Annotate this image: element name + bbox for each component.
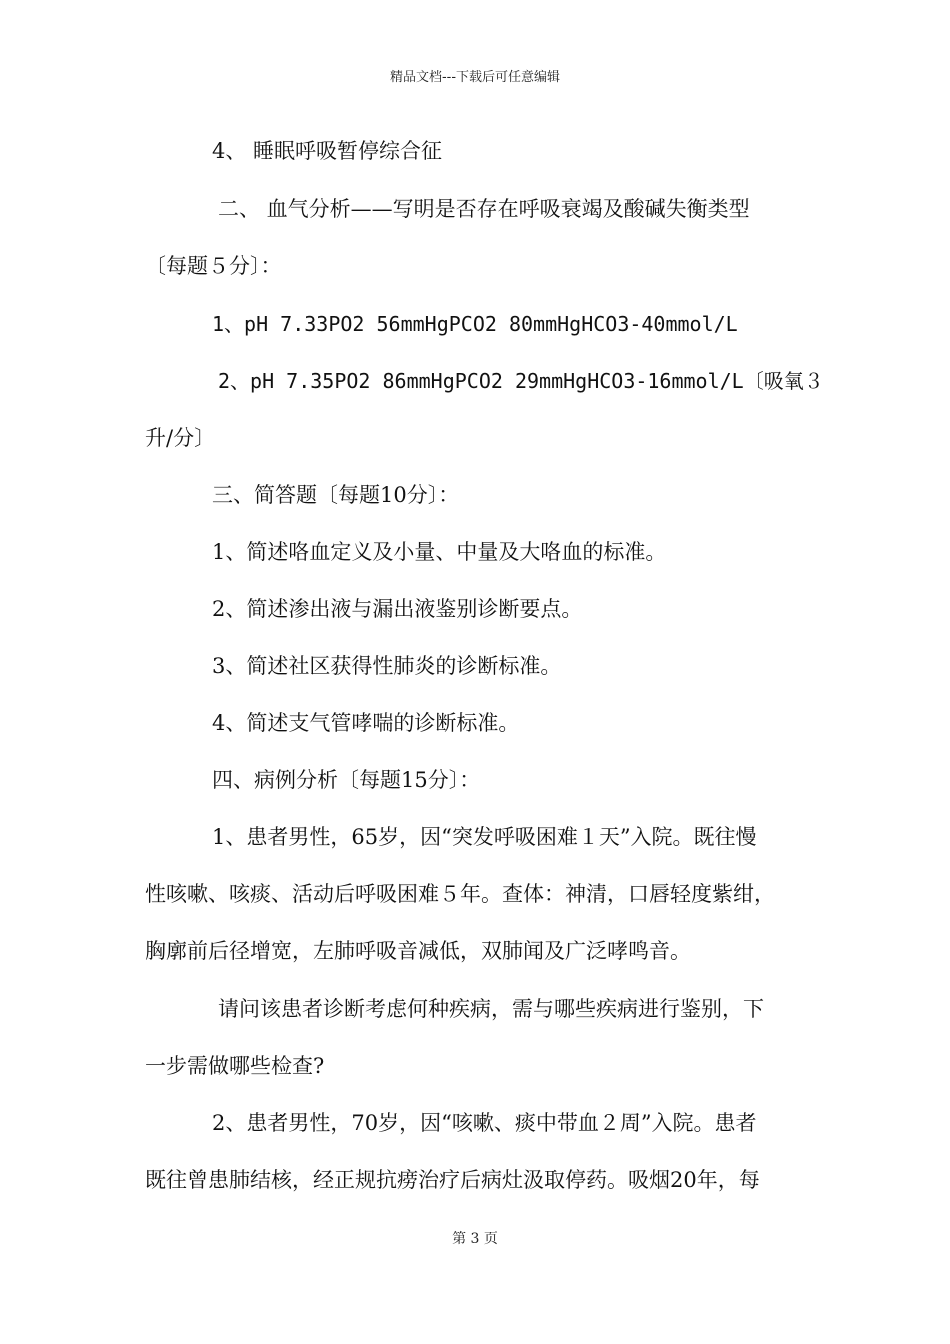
section-heading-case-analysis: 四、病例分析〔每题15分〕： <box>212 768 481 792</box>
short-answer-item-2: 2、简述渗出液与漏出液鉴别诊断要点。 <box>212 597 583 621</box>
blood-gas-item-1: 1、pH 7.33PO2 56mmHgPCO2 80mmHgHCO3-40mmol/L <box>212 312 738 336</box>
case-1-line-3: 胸廓前后径增宽，左肺呼吸音减低，双肺闻及广泛哮鸣音。 <box>145 939 691 963</box>
case-1-line-2: 性咳嗽、咳痰、活动后呼吸困难５年。查体：神清，口唇轻度紫绀， <box>145 882 775 906</box>
case-2-line-2: 既往曾患肺结核，经正规抗痨治疗后病灶汲取停药。吸烟20年，每 <box>145 1168 760 1192</box>
section-heading-short-answer: 三、简答题〔每题10分〕： <box>212 483 460 507</box>
short-answer-item-4: 4、简述支气管哮喘的诊断标准。 <box>212 711 520 735</box>
case-1-line-1: 1、患者男性，65岁，因“突发呼吸困难１天”入院。既往慢 <box>212 825 757 849</box>
text-line-6: 升/分〕 <box>145 426 216 450</box>
case-2-line-1: 2、患者男性，70岁，因“咳嗽、痰中带血２周”入院。患者 <box>212 1111 757 1135</box>
blood-gas-item-2: 2、pH 7.35PO2 86mmHgPCO2 29mmHgHCO3-16mmol/L〔吸氧３ <box>218 369 824 393</box>
short-answer-item-1: 1、简述咯血定义及小量、中量及大咯血的标准。 <box>212 540 667 564</box>
text-line-1: 4、 睡眠呼吸暂停综合征 <box>212 139 443 163</box>
case-1-question-line-2: 一步需做哪些检查? <box>145 1054 325 1078</box>
section-heading-blood-gas: 二、 血气分析——写明是否存在呼吸衰竭及酸碱失衡类型 <box>218 197 750 221</box>
page-footer: 第 3 页 <box>452 1231 498 1247</box>
text-line-3: 〔每题５分〕： <box>145 254 282 278</box>
case-1-question-line-1: 请问该患者诊断考虑何种疾病，需与哪些疾病进行鉴别，下 <box>218 997 764 1021</box>
short-answer-item-3: 3、简述社区获得性肺炎的诊断标准。 <box>212 654 562 678</box>
page-header: 精品文档---下载后可任意编辑 <box>389 70 561 85</box>
